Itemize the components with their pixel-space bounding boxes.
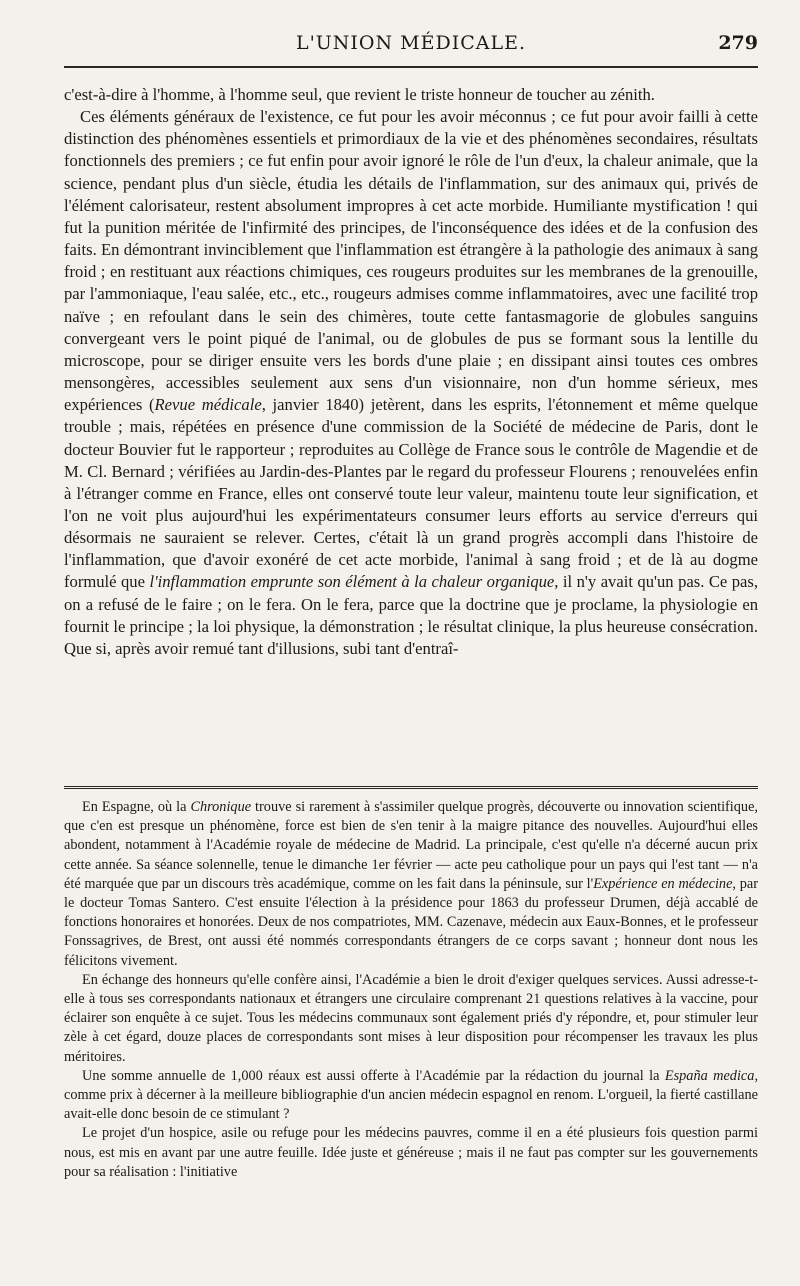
paragraph-text: c'est-à-dire à l'homme, à l'homme seul, que revient le triste honneur de toucher au zénith.	[64, 85, 655, 104]
paragraph	[64, 798, 758, 971]
journal-title: Revue médicale	[154, 395, 262, 415]
running-title: L'UNION MÉDICALE.	[295, 32, 527, 54]
page-number: 279	[718, 32, 758, 54]
paragraph-text: En échange des honneurs qu'elle confère ainsi, l'Académie a bien le droit d'exiger quelques services. Aussi adresse-t-elle à tous ses correspondants nationaux et étrangers une circulaire comprenant 21 questions relatives à la vaccine, pour éclairer son enquête à ce sujet. Tous les médecins communaux sont également priés d'y répondre, et, pour stimuler leur zèle à cet égard, douze places de correspondants sont mises à leur disposition pour récompenser les travaux les plus méritoires.	[64, 971, 758, 1065]
feuilleton	[64, 798, 758, 1182]
paragraph-text: En Espagne, où la	[82, 799, 191, 815]
page-header	[64, 32, 758, 58]
paragraph	[64, 1067, 758, 1125]
paragraph-text: Ces éléments généraux de l'existence, ce fut pour les avoir méconnus ; ce fut pour avoir failli à cette distinction des phénomènes essentiels et primordiaux de la vie et des phénomènes secondaires, résultats fonctionnels des premiers ; ce fut enfin pour avoir ignoré le rôle de l'un d'eux, la chaleur animale, que la science, pendant plus d'un siècle, étudia les détails de l'inflammation, sur des animaux qui, privés de l'élément calorisateur, restent absolument impropres à cet acte morbide. Humiliante mystification ! qui fut la punition méritée de l'infirmité des principes, de l'inconséquence des idées et de la confusion des faits. En démontrant invinciblement que l'inflammation est étrangère à la pathologie des animaux à sang froid ; en restituant aux réactions chimiques, ces rougeurs produites sur les membranes de la grenouille, par l'ammoniaque, l'eau salée, etc., etc., rougeurs admises comme inflammatoires, avec une facilité trop naïve ; en refoulant dans le sein des chimères, toute cette fantasmagorie de globules sanguins convergeant vers le point piqué de l'animal, ou de globules de pus se formant sous la lentille du microscope, pour se diriger ensuite vers les bords d'une plaie ; en dissipant ainsi toutes ces ombres mensongères, accessibles seulement aux sens d'un visionnaire, non d'un homme sérieux, mes expériences (	[64, 107, 758, 415]
italic-phrase: l'inflammation emprunte son élément à la chaleur organique	[149, 572, 555, 592]
paragraph-text: , par le docteur Tomas Santero. C'est ensuite l'élection à la présidence pour 1863 du professeur Drumen, déjà accablé de fonctions honoraires et honorées. Deux de nos compatriotes, MM. Cazenave, médecin aux Eaux-Bonnes, et le professeur Fonssagrives, de Brest, ont aussi été nommés correspondants étrangers de ce corps savant ; honneur dont nous les félicitons vivement.	[64, 875, 758, 969]
paragraph-text: , comme prix à décerner à la meilleure bibliographie d'un ancien médecin espagnol en renom. L'orgueil, la fierté castillane avait-elle donc besoin de ce stimulant ?	[64, 1067, 759, 1123]
paragraph-text: , janvier 1840) jetèrent, dans les esprits, l'étonnement et même quelque trouble ; mais, répétées en présence d'une commission de la Société de médecine de Paris, dont le docteur Bouvier fut le rapporteur ; reproduites au Collège de France sous le contrôle de Magendie et de M. Cl. Bernard ; vérifiées au Jardin-des-Plantes par le regard du professeur Flourens ; renouvelées enfin à l'étranger comme en France, elles ont conservé toute leur valeur, maintenu toute leur signification, et l'on ne voit plus aujourd'hui les expérimentateurs consumer leurs efforts au service d'erreurs qui désormais ne sauraient se relever. Certes, c'était là un grand progrès accompli dans l'histoire de l'inflammation, que d'avoir exonéré de cet acte morbide, l'animal à sang froid ; et de là au dogme formulé que	[64, 395, 758, 592]
paragraph	[64, 1124, 758, 1182]
paragraph	[64, 971, 758, 1067]
header-rule	[64, 66, 758, 68]
paragraph-text: , il n'y avait qu'un pas. Ce pas, on a refusé de le faire ; on le fera. On le fera, parce que la doctrine que je proclame, la physiologie en fournit le principe ; la loi physique, la démonstration ; le résultat clinique, la plus heureuse consécration. Que si, après avoir remué tant d'illusions, subi tant d'entraî-	[64, 572, 758, 658]
paragraph-text: trouve si rarement à s'assimiler quelque progrès, découverte ou innovation scientifique, que c'en est presque un phénomène, force est bien de s'en tenir à la maigre pitance des nouvelles. Aujourd'hui elles abondent, notamment à l'Académie royale de médecine de Madrid. La principale, c'est qu'elle n'a décerné aucun prix cette année. Sa séance solennelle, tenue le dimanche 1er février — acte peu catholique pour un pays qui l'est tant — n'a été marquée que par un discours très académique, comme on les fait dans la péninsule, sur l'	[64, 799, 758, 892]
paragraph	[64, 84, 758, 106]
feuilleton-rule	[64, 786, 758, 789]
paragraph	[64, 106, 758, 660]
main-text	[64, 84, 758, 660]
paragraph-text: Une somme annuelle de 1,000 réaux est aussi offerte à l'Académie par la rédaction du journal la	[82, 1067, 665, 1084]
paragraph-text: Le projet d'un hospice, asile ou refuge pour les médecins pauvres, comme il en a été plusieurs fois question parmi nous, est mis en avant par une autre feuille. Idée juste et généreuse ; mais il ne faut pas compter sur les gouvernements pour sa réalisation : l'initiative	[64, 1125, 758, 1180]
italic-phrase: Expérience en médecine	[593, 875, 733, 892]
journal-title: España medica	[664, 1067, 755, 1084]
journal-title: Chronique	[190, 799, 252, 815]
